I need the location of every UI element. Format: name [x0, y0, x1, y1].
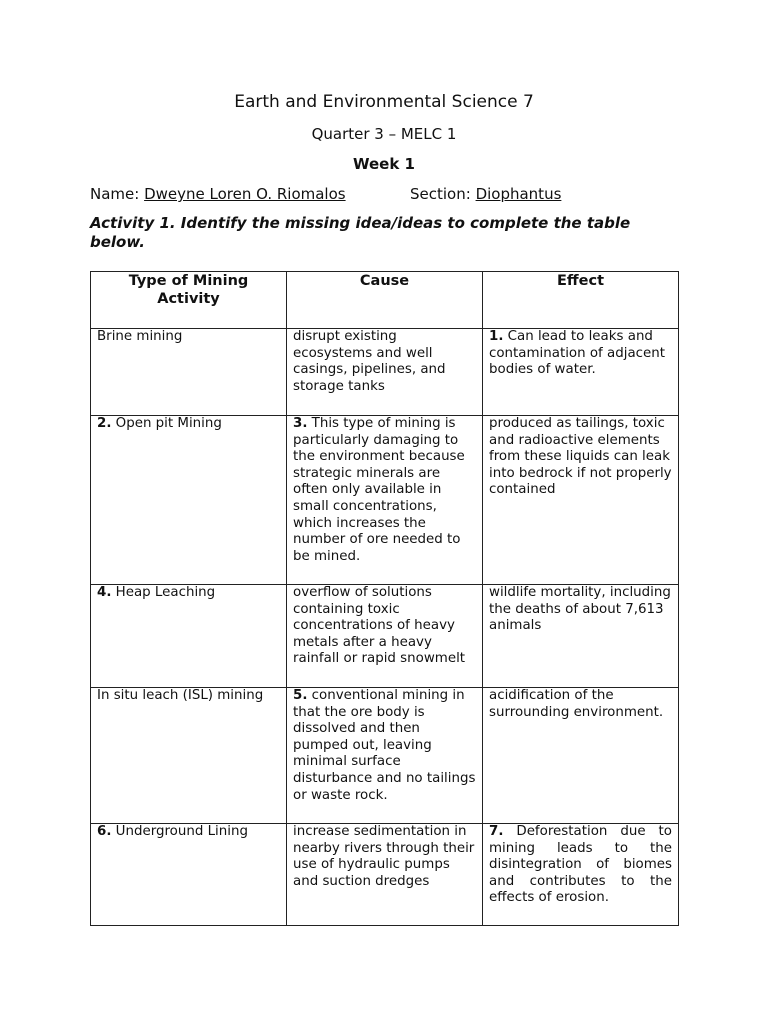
cell-type: 6. Underground Lining	[91, 824, 287, 926]
section-field	[410, 185, 561, 203]
cell-cause: 3. This type of mining is particularly damaging to the environment because strategic minerals are often only available in small concentrations, which increases the number of ore needed to be mined.	[287, 416, 483, 585]
name-value: Dweyne Loren O. Riomalos	[144, 185, 346, 203]
header-cause: Cause	[287, 272, 483, 329]
cell-type: 2. Open pit Mining	[91, 416, 287, 585]
cell-type: Brine mining	[91, 329, 287, 416]
cell-cause: disrupt existing ecosystems and well casings, pipelines, and storage tanks	[287, 329, 483, 416]
header-effect: Effect	[483, 272, 679, 329]
table-row	[91, 585, 679, 688]
table-row	[91, 329, 679, 416]
section-value: Diophantus	[475, 185, 562, 203]
cell-type: 4. Heap Leaching	[91, 585, 287, 688]
table-row	[91, 416, 679, 585]
cell-cause: 5. conventional mining in that the ore body is dissolved and then pumped out, leaving minimal surface disturbance and no tailings or waste rock.	[287, 688, 483, 824]
cell-effect: 1. Can lead to leaks and contamination of adjacent bodies of water.	[483, 329, 679, 416]
student-info-row	[90, 185, 690, 203]
section-label: Section:	[410, 185, 476, 203]
table-row	[91, 688, 679, 824]
name-label: Name:	[90, 185, 145, 203]
cell-effect: acidification of the surrounding environment.	[483, 688, 679, 824]
cell-cause: overflow of solutions containing toxic concentrations of heavy metals after a heavy rainfall or rapid snowmelt	[287, 585, 483, 688]
activity-instructions: Activity 1. Identify the missing idea/ideas to complete the table below.	[90, 214, 631, 251]
document-week: Week 1	[353, 155, 415, 173]
table-row	[91, 824, 679, 926]
cell-type: In situ leach (ISL) mining	[91, 688, 287, 824]
mining-activity-table	[90, 271, 679, 926]
header-type: Type of Mining Activity	[91, 272, 287, 329]
name-field	[90, 185, 346, 203]
document-subtitle: Quarter 3 – MELC 1	[311, 125, 457, 143]
cell-cause: increase sedimentation in nearby rivers through their use of hydraulic pumps and suction dredges	[287, 824, 483, 926]
cell-effect: wildlife mortality, including the deaths of about 7,613 animals	[483, 585, 679, 688]
document-title: Earth and Environmental Science 7	[234, 92, 534, 112]
cell-effect: produced as tailings, toxic and radioactive elements from these liquids can leak into bedrock if not properly contained	[483, 416, 679, 585]
cell-effect: 7. Deforestation due to mining leads to the disintegration of biomes and contributes to the effects of erosion.	[483, 824, 679, 926]
table-header-row	[91, 272, 679, 329]
